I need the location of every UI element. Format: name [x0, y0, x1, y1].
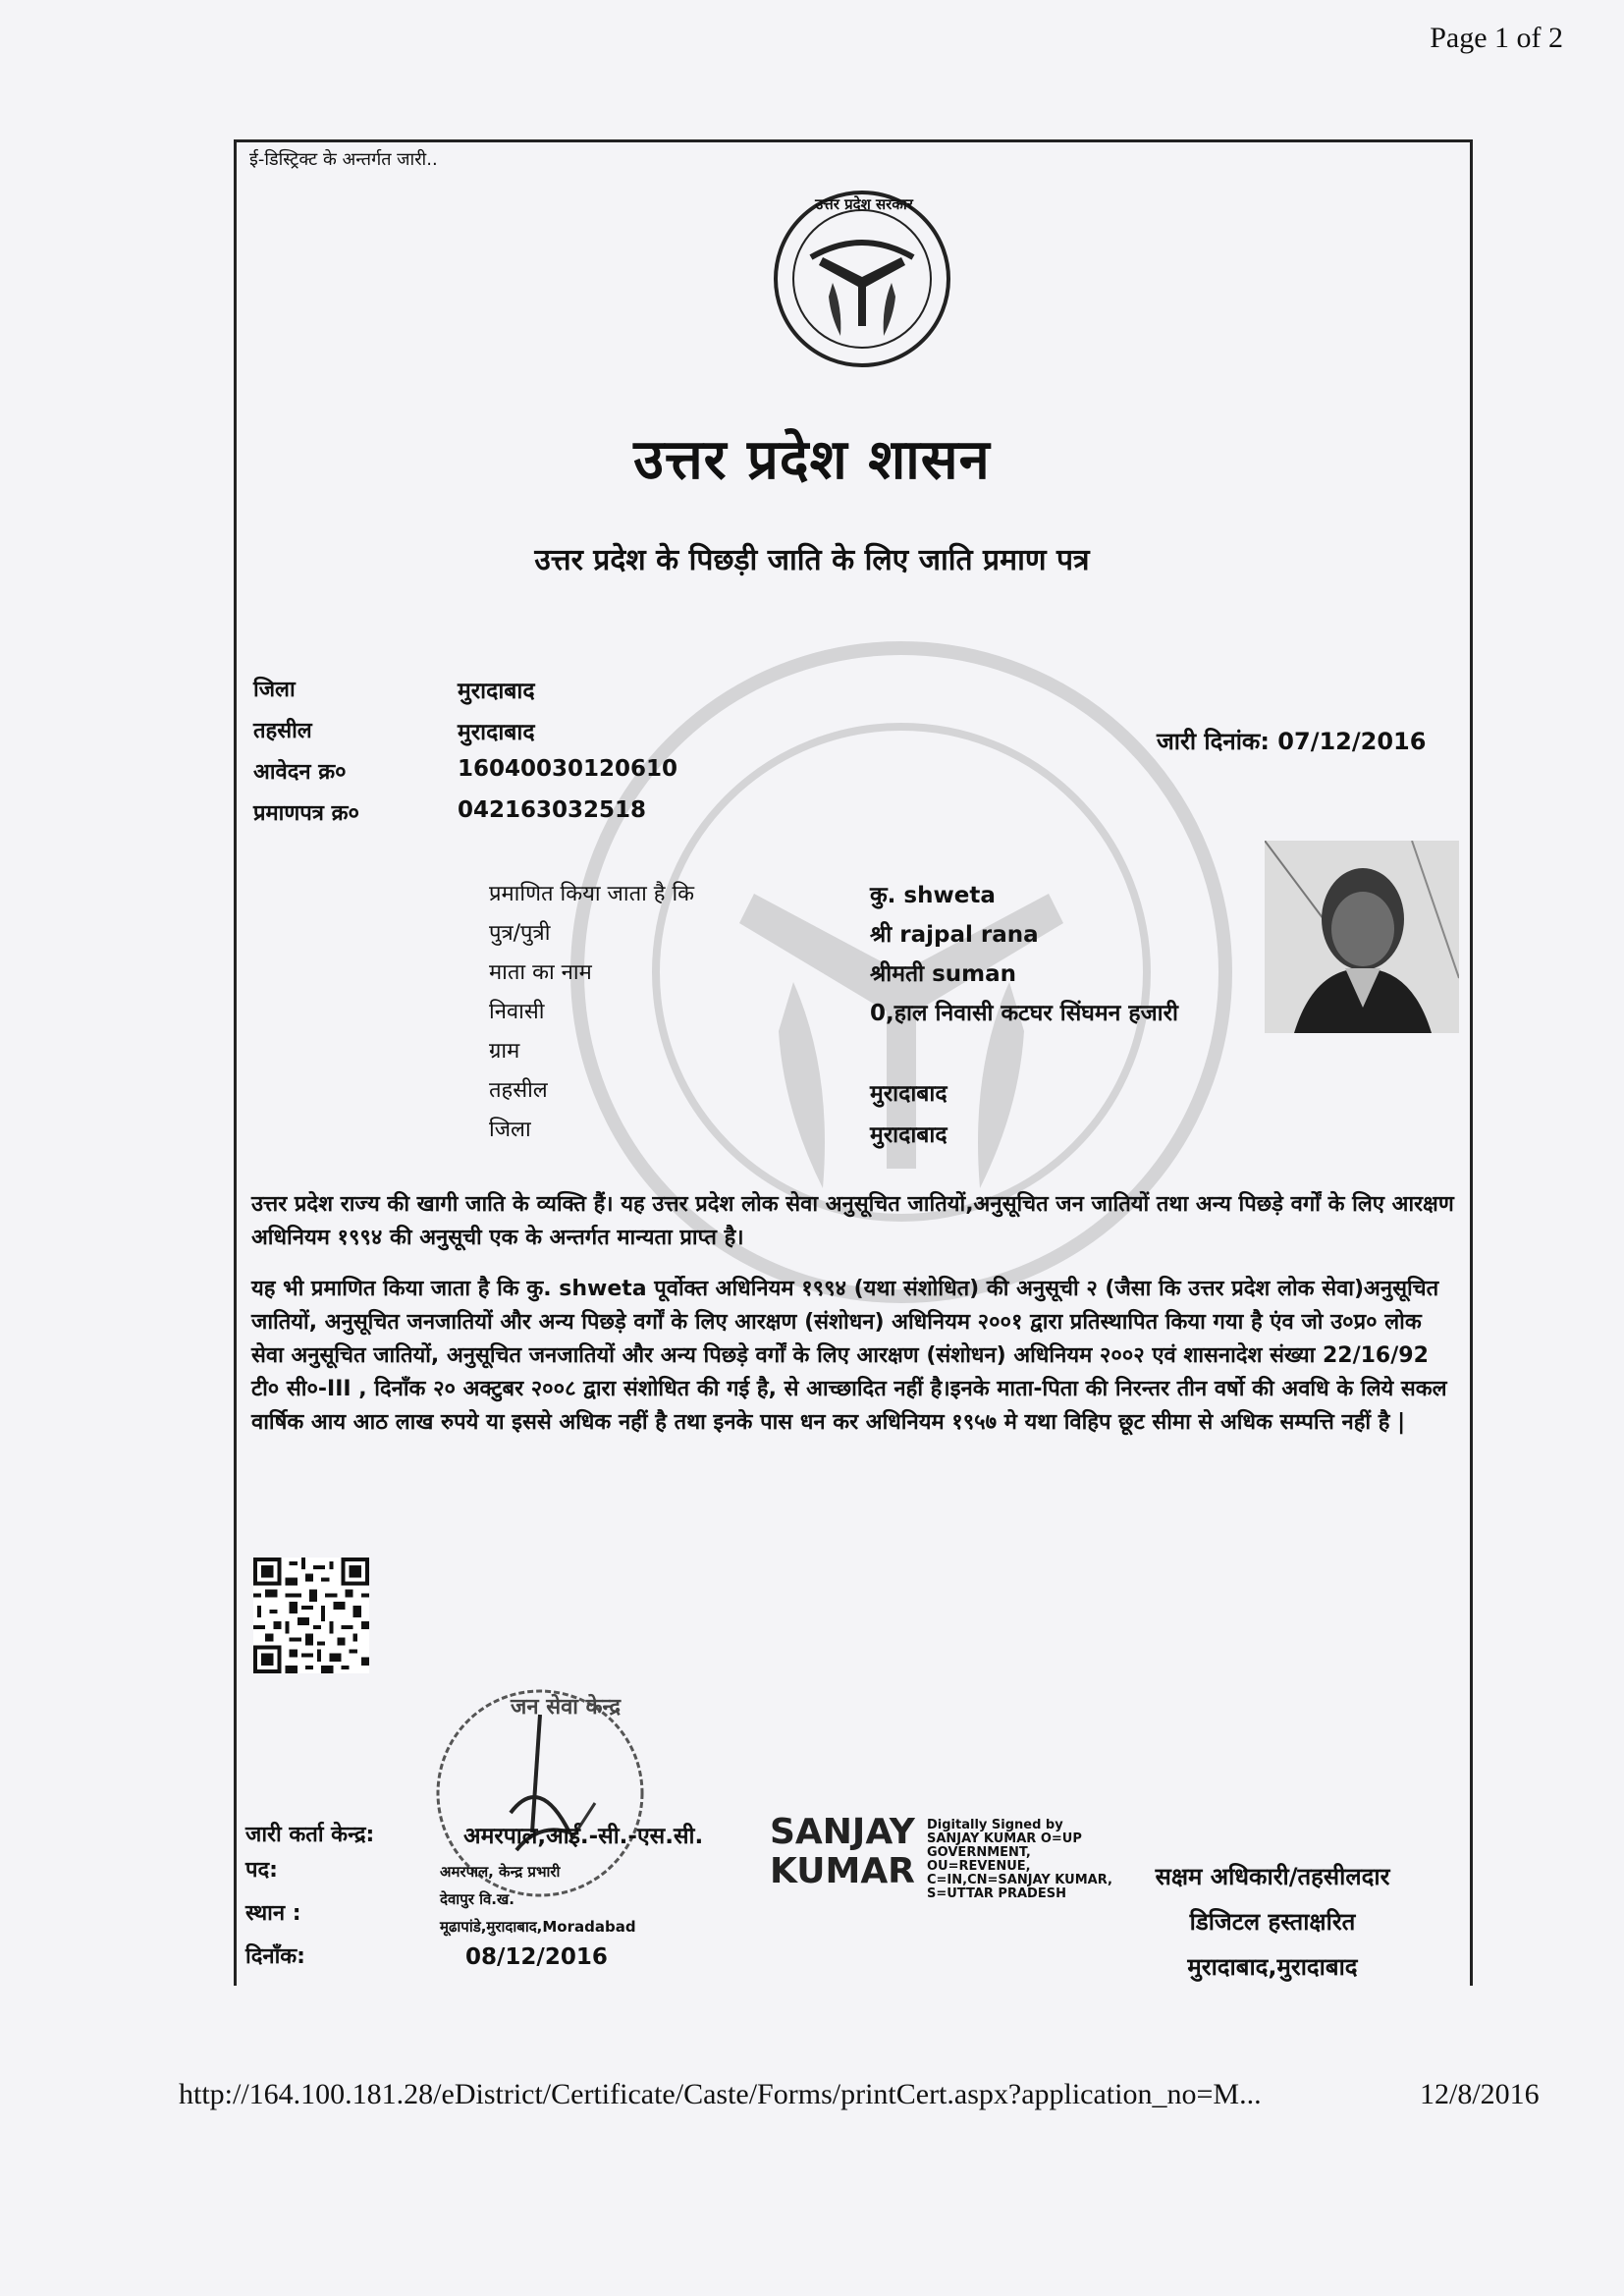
- field-value-certificate-no: 042163032518: [458, 797, 647, 823]
- certificate-title: उत्तर प्रदेश के पिछड़ी जाति के लिए जाति प्रमाण पत्र: [534, 543, 1090, 577]
- detail-label-resident: निवासी: [489, 1000, 545, 1024]
- detail-value-resident: 0,हाल निवासी कटघर सिंघमन हजारी: [870, 1001, 1178, 1026]
- detail-label-mother: माता का नाम: [489, 960, 592, 985]
- signer-name-line-1: SANJAY: [770, 1812, 915, 1852]
- issuer-center-label: जारी कर्ता केन्द्र:: [245, 1823, 375, 1847]
- issue-date: जारी दिनांक: 07/12/2016: [1157, 728, 1427, 755]
- stamp-line-1: अमरपाल, केन्द्र प्रभारी: [440, 1863, 561, 1881]
- field-label-certificate-no: प्रमाणपत्र क्र०: [253, 801, 359, 826]
- field-label-application-no: आवेदन क्र०: [253, 760, 347, 785]
- field-label-district: जिला: [253, 678, 296, 702]
- detail-value-mother: श्रीमती suman: [870, 961, 1016, 987]
- field-label-tehsil: तहसील: [253, 719, 312, 743]
- detail-value-father: श्री rajpal rana: [870, 922, 1039, 948]
- issuer-date-label: दिनाँक:: [245, 1944, 305, 1969]
- top-note: ई-डिस्ट्रिक्ट के अन्तर्गत जारी..: [249, 149, 438, 170]
- signer-name-line-2: KUMAR: [770, 1851, 915, 1891]
- qr-code-icon: [253, 1558, 369, 1673]
- certificate-paragraph-1: उत्तर प्रदेश राज्य की खागी जाति के व्यक्ति हैं। यह उत्तर प्रदेश लोक सेवा अनुसूचित जातियों,अनुसूचित जन जातियों तथा अन्य पिछड़े वर्गों के लिए आरक्षण अधिनियम १९९४ की अनुसूची एक के अन्तर्गत मान्यता प्राप्त है।: [251, 1192, 1454, 1250]
- detail-value-district: मुरादाबाद: [870, 1122, 947, 1148]
- stamp-ring-text: जन सेवा केन्द्र: [511, 1695, 622, 1720]
- issuer-date-value: 08/12/2016: [465, 1944, 608, 1970]
- footer-url: http://164.100.181.28/eDistrict/Certificate/Caste/Forms/printCert.aspx?application_no=M...: [179, 2078, 1262, 2110]
- detail-label-child-of: पुत्र/पुत्री: [489, 921, 551, 946]
- issuer-center-value: अमरपाल,आई.-सी.-एस.सी.: [463, 1824, 704, 1849]
- issuer-place-label: स्थान :: [245, 1901, 301, 1926]
- digital-signature-details: Digitally Signed by SANJAY KUMAR O=UP GOVERNMENT, OU=REVENUE, C=IN,CN=SANJAY KUMAR, S=UTTAR PRADESH: [927, 1818, 1112, 1901]
- applicant-photo: [1265, 841, 1459, 1033]
- up-emblem-icon: [772, 189, 952, 369]
- detail-value-tehsil: मुरादाबाद: [870, 1081, 947, 1107]
- emblem-text: उत्तर प्रदेश सरकार: [815, 195, 913, 213]
- stamp-line-2: देवापुर वि.ख.: [440, 1890, 514, 1908]
- field-value-district: मुरादाबाद: [458, 679, 535, 704]
- footer-date: 12/8/2016: [1420, 2078, 1540, 2110]
- authority-line-1: सक्षम अधिकारी/तहसीलदार: [1155, 1863, 1390, 1890]
- field-value-application-no: 16040030120610: [458, 756, 678, 782]
- official-stamp: [422, 1685, 658, 1921]
- page-number: Page 1 of 2: [1430, 22, 1563, 54]
- signer-name: [770, 1813, 915, 1891]
- certificate-paragraph-2: यह भी प्रमाणित किया जाता है कि कु. shweta पूर्वोक्त अधिनियम १९९४ (यथा संशोधित) की अनुसूची २ (जैसा कि उत्तर प्रदेश लोक सेवा)अनुसूचित जातियों, अनुसूचित जनजातियों और अन्य पिछड़े वर्गों के लिए आरक्षण (संशोधन) अधिनियम २००१ द्वारा प्रतिस्थापित किया गया है एंव जो उ०प्र० लोक सेवा अनुसूचित जातियों, अनुसूचित जनजातियों और अन्य पिछड़े वर्गों के लिए आरक्षण (संशोधन) अधिनियम २००२ एवं शासनादेश संख्या 22/16/92 टी० सी०-III , दिनाँक २० अक्टुबर २००८ द्वारा संशोधित की गई है, से आच्छादित नहीं है।इनके माता-पिता की निरन्तर तीन वर्षो की अवधि के लिये सकल वार्षिक आय आठ लाख रुपये या इससे अधिक नहीं है तथा इनके पास धन कर अधिनियम १९५७ मे यथा विहिप छूट सीमा से अधिक सम्पत्ति नहीं है |: [251, 1277, 1447, 1435]
- field-value-tehsil: मुरादाबाद: [458, 720, 535, 745]
- authority-line-3: मुरादाबाद,मुरादाबाद: [1187, 1953, 1358, 1981]
- authority-line-2: डिजिटल हस्ताक्षरित: [1189, 1908, 1356, 1936]
- detail-label-village: ग्राम: [489, 1039, 520, 1064]
- stamp-line-3: मूढापांडे,मुरादाबाद,Moradabad: [440, 1918, 636, 1936]
- detail-label-certified: प्रमाणित किया जाता है कि: [489, 882, 695, 906]
- issuer-post-label: पद:: [245, 1858, 278, 1883]
- detail-label-district: जिला: [489, 1118, 531, 1142]
- detail-label-tehsil: तहसील: [489, 1078, 548, 1103]
- government-title: उत्तर प्रदेश शासन: [633, 428, 991, 492]
- detail-value-name: कु. shweta: [870, 883, 996, 908]
